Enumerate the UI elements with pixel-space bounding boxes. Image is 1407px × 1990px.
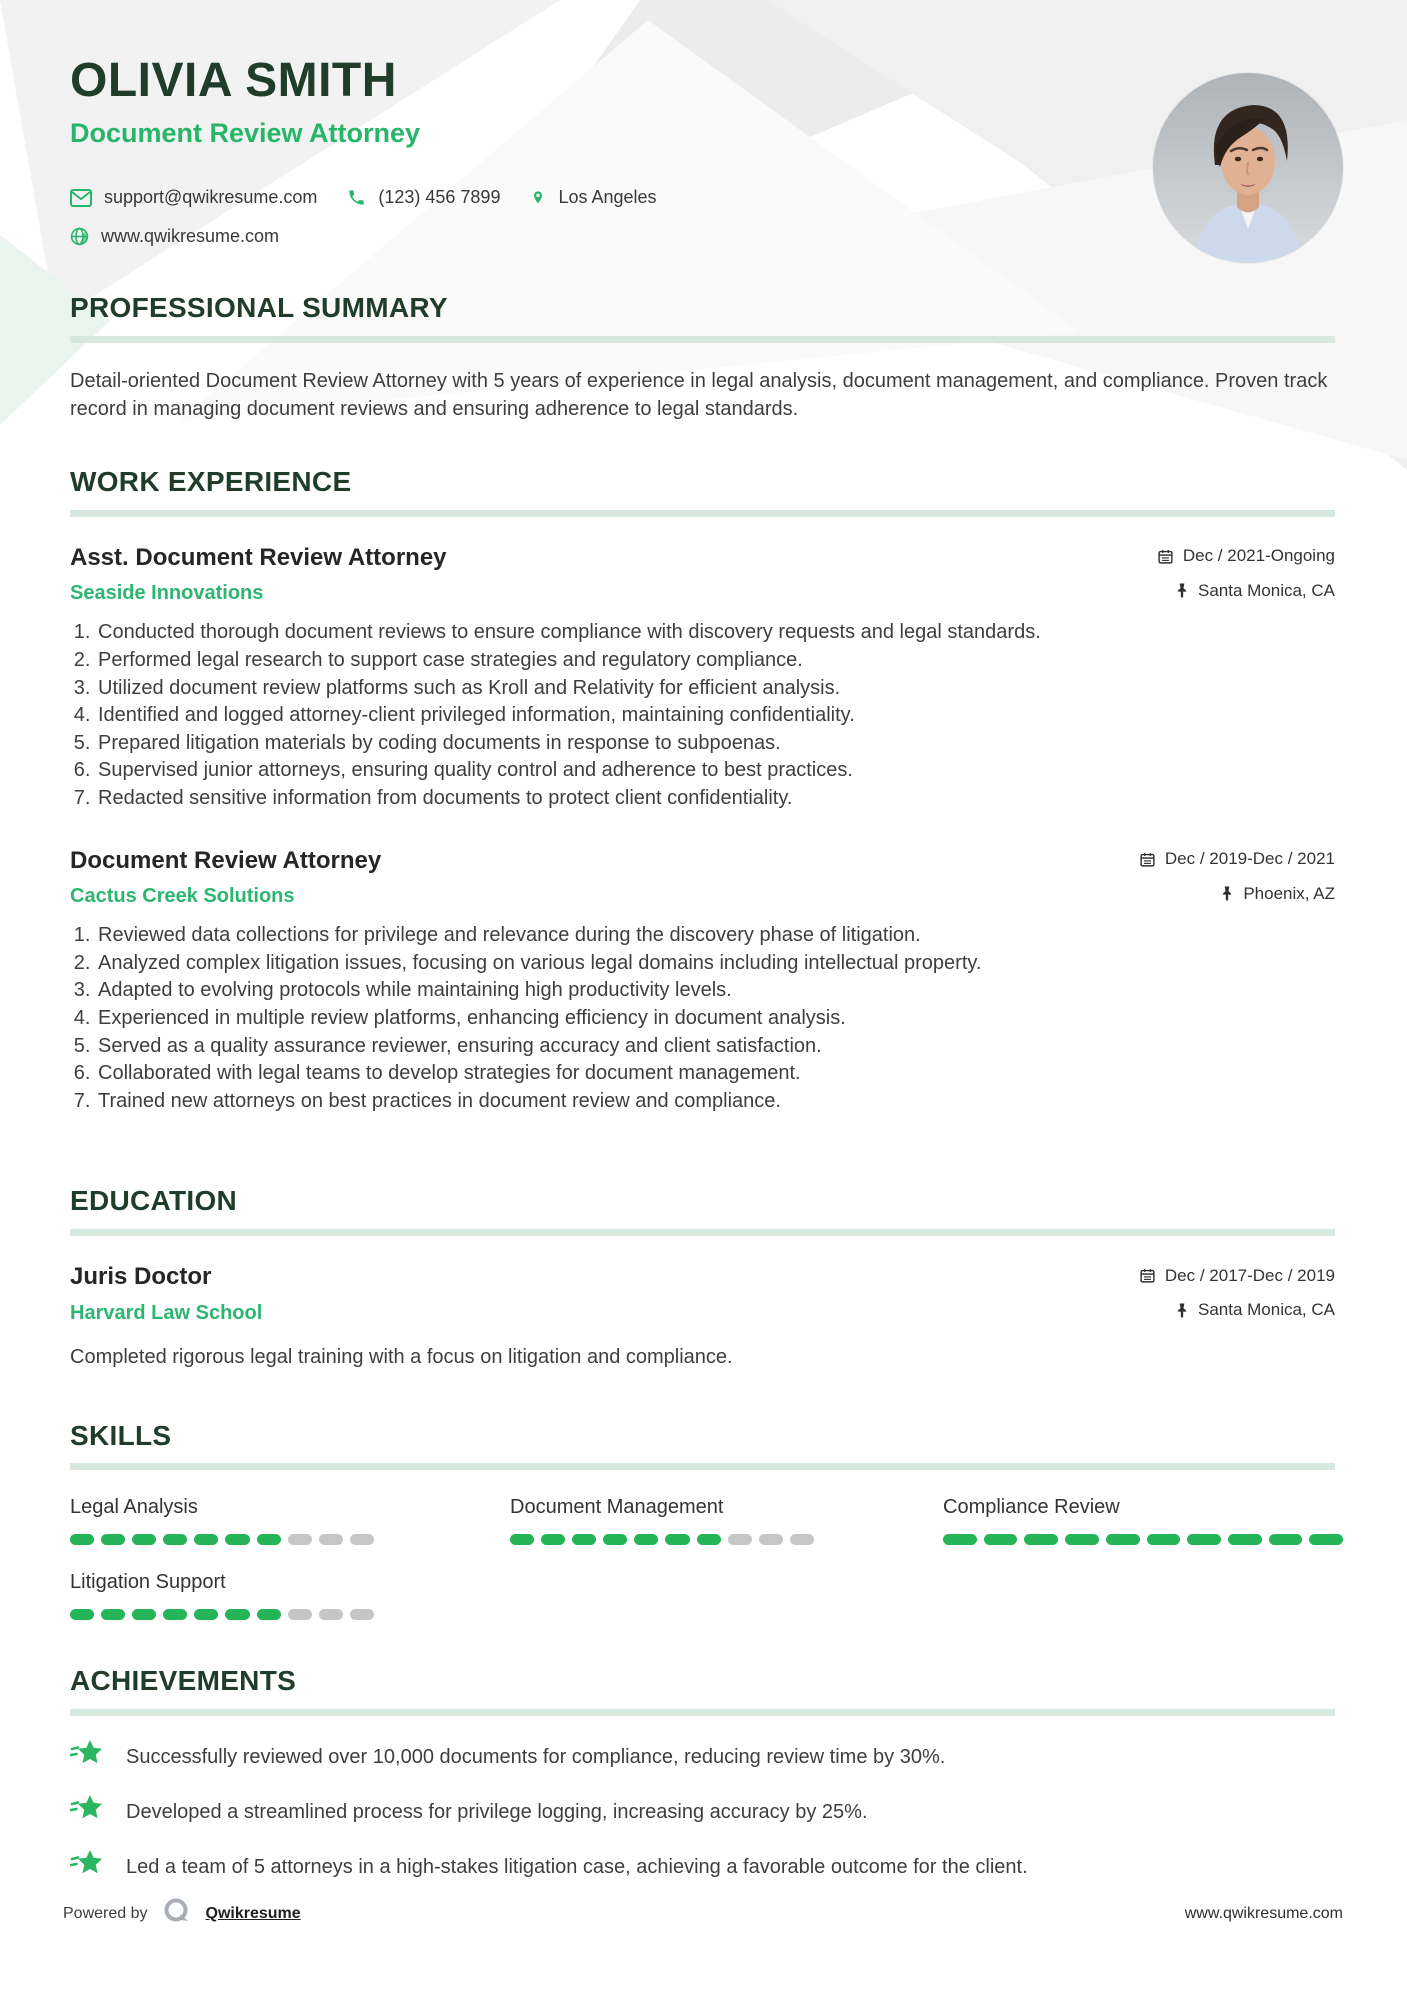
- skill-pill: [1187, 1534, 1221, 1545]
- portrait-illustration: [1153, 73, 1343, 263]
- job-entry: [70, 543, 1335, 812]
- section-rule: [70, 336, 1335, 343]
- summary-text: Detail-oriented Document Review Attorney with 5 years of experience in legal analysis, document management, and compliance. Proven track record in managing document reviews and ensuring adherence to legal standards.: [70, 370, 1328, 421]
- education-entry: [70, 1262, 1335, 1371]
- achievement-item: [70, 1742, 1335, 1777]
- calendar-icon: [1139, 1267, 1156, 1284]
- pushpin-icon: [1175, 582, 1189, 599]
- star-icon: [70, 1797, 106, 1832]
- job-title: Asst. Document Review Attorney: [70, 543, 447, 571]
- skill-label: Document Management: [510, 1496, 724, 1519]
- skill-pill: [572, 1534, 596, 1545]
- powered-by-label: Powered by: [63, 1904, 148, 1922]
- job-bullet: 3. Adapted to evolving protocols while maintaining high productivity levels.: [96, 977, 1335, 1004]
- job-bullet: 6. Collaborated with legal teams to develop strategies for document management.: [96, 1060, 1335, 1087]
- website-row: [70, 226, 1335, 247]
- job-bullet: 1. Conducted thorough document reviews to ensure compliance with discovery requests and legal standards.: [96, 619, 1335, 646]
- job-location-text: Phoenix, AZ: [1243, 883, 1335, 903]
- section-heading: SKILLS: [70, 1419, 172, 1451]
- footer-website: www.qwikresume.com: [1184, 1904, 1343, 1922]
- calendar-icon: [1157, 548, 1174, 565]
- skill-label: Legal Analysis: [70, 1496, 198, 1519]
- skill-pill: [790, 1534, 814, 1545]
- skill-level-bar: [943, 1534, 1343, 1545]
- job-location-text: Santa Monica, CA: [1197, 580, 1335, 600]
- job-bullet-list: [70, 922, 1335, 1114]
- section-skills: [70, 1421, 1335, 1621]
- education-dates-text: Dec / 2017-Dec / 2019: [1164, 1265, 1335, 1285]
- skill-pill: [257, 1609, 281, 1620]
- achievement-text: Successfully reviewed over 10,000 documents for compliance, reducing review time by 30%.: [126, 1746, 946, 1769]
- job-company: Seaside Innovations: [70, 582, 264, 605]
- section-work-experience: [70, 467, 1335, 1114]
- skill-pill: [984, 1534, 1018, 1545]
- education-location-text: Santa Monica, CA: [1197, 1300, 1335, 1320]
- skill-pill: [101, 1609, 125, 1620]
- skill-pill: [194, 1534, 218, 1545]
- education-dates: [1139, 1266, 1335, 1286]
- qwikresume-logo-icon: [162, 1896, 192, 1931]
- pushpin-icon: [1175, 1302, 1189, 1319]
- skill-label: Compliance Review: [943, 1496, 1120, 1519]
- skill-pill: [225, 1609, 249, 1620]
- skill-pill: [257, 1534, 281, 1545]
- skill-pill: [697, 1534, 721, 1545]
- skill-pill: [510, 1534, 534, 1545]
- job-dates-text: Dec / 2021-Ongoing: [1182, 546, 1335, 566]
- candidate-title: Document Review Attorney: [70, 118, 421, 149]
- education-location: [1175, 1300, 1335, 1320]
- skill-level-bar: [70, 1534, 374, 1545]
- skill-pill: [1228, 1534, 1262, 1545]
- skill-pill: [603, 1534, 627, 1545]
- skill-pill: [132, 1534, 156, 1545]
- skill-pill: [541, 1534, 565, 1545]
- job-bullet: 7. Redacted sensitive information from documents to protect client confidentiality.: [96, 785, 1335, 812]
- skill-level-bar: [510, 1534, 814, 1545]
- job-entry: [70, 846, 1335, 1115]
- skill: [70, 1571, 510, 1620]
- contact-location: [530, 187, 656, 208]
- skill-label: Litigation Support: [70, 1571, 226, 1594]
- footer: [63, 1896, 1343, 1931]
- qwikresume-link[interactable]: Qwikresume: [205, 1904, 301, 1922]
- skill-pill: [350, 1534, 374, 1545]
- skill-pill: [288, 1534, 312, 1545]
- profile-photo: [1153, 73, 1343, 263]
- job-bullet: 3. Utilized document review platforms such as Kroll and Relativity for efficient analysis.: [96, 675, 1335, 702]
- section-rule: [70, 1463, 1335, 1470]
- job-bullet: 7. Trained new attorneys on best practices in document review and compliance.: [96, 1088, 1335, 1115]
- skill-pill: [163, 1609, 187, 1620]
- achievement-item: [70, 1797, 1335, 1832]
- skill-pill: [1147, 1534, 1181, 1545]
- section-education: [70, 1186, 1335, 1370]
- skill-pill: [665, 1534, 689, 1545]
- skill-pill: [1106, 1534, 1140, 1545]
- section-heading: WORK EXPERIENCE: [70, 466, 352, 498]
- job-bullet: 2. Analyzed complex litigation issues, focusing on various legal domains including intellectual property.: [96, 950, 1335, 977]
- skill-pill: [943, 1534, 977, 1545]
- job-dates-text: Dec / 2019-Dec / 2021: [1164, 849, 1335, 869]
- website-text: www.qwikresume.com: [101, 226, 280, 247]
- section-rule: [70, 510, 1335, 517]
- contact-website: [70, 226, 279, 247]
- phone-icon: [347, 188, 366, 207]
- skill-pill: [225, 1534, 249, 1545]
- skill-pill: [728, 1534, 752, 1545]
- skill-pill: [70, 1609, 94, 1620]
- calendar-icon: [1139, 851, 1156, 868]
- job-title: Document Review Attorney: [70, 846, 382, 874]
- map-pin-icon: [530, 188, 546, 208]
- achievement-item: [70, 1852, 1335, 1887]
- contact-row: [70, 187, 1335, 208]
- section-professional-summary: [70, 293, 1335, 423]
- skill-pill: [1024, 1534, 1058, 1545]
- job-bullet: 4. Experienced in multiple review platforms, enhancing efficiency in document analysis.: [96, 1005, 1335, 1032]
- section-achievements: [70, 1666, 1335, 1887]
- job-company: Cactus Creek Solutions: [70, 885, 295, 908]
- section-rule: [70, 1709, 1335, 1716]
- job-dates: [1157, 546, 1335, 566]
- skill-pill: [1065, 1534, 1099, 1545]
- skill-level-bar: [70, 1609, 374, 1620]
- achievements-list: [70, 1742, 1335, 1887]
- job-location: [1175, 581, 1335, 601]
- section-heading: ACHIEVEMENTS: [70, 1665, 297, 1697]
- skill-pill: [759, 1534, 783, 1545]
- achievement-text: Developed a streamlined process for privilege logging, increasing accuracy by 25%.: [126, 1801, 868, 1824]
- skill: [70, 1496, 510, 1545]
- pushpin-icon: [1220, 885, 1234, 902]
- skill-pill: [70, 1534, 94, 1545]
- job-bullet: 2. Performed legal research to support case strategies and regulatory compliance.: [96, 647, 1335, 674]
- skill-pill: [634, 1534, 658, 1545]
- skill-pill: [163, 1534, 187, 1545]
- skills-grid: [70, 1496, 1335, 1620]
- globe-icon: [70, 227, 89, 246]
- skill-pill: [288, 1609, 312, 1620]
- school-name: Harvard Law School: [70, 1301, 263, 1324]
- star-icon: [70, 1742, 106, 1777]
- job-bullet: 4. Identified and logged attorney-client privileged information, maintaining confidentiality.: [96, 702, 1335, 729]
- star-icon: [70, 1852, 106, 1887]
- section-heading: PROFESSIONAL SUMMARY: [70, 292, 448, 324]
- contact-email: [70, 187, 317, 208]
- job-bullet-list: [70, 619, 1335, 811]
- skill-pill: [319, 1609, 343, 1620]
- footer-branding: [63, 1896, 301, 1931]
- phone-text: (123) 456 7899: [378, 187, 501, 208]
- achievement-text: Led a team of 5 attorneys in a high-stakes litigation case, achieving a favorable outcome for the client.: [126, 1856, 1028, 1879]
- skill-pill: [319, 1534, 343, 1545]
- job-location: [1220, 884, 1335, 904]
- job-dates: [1139, 849, 1335, 869]
- skill-pill: [1269, 1534, 1303, 1545]
- email-text: support@qwikresume.com: [104, 187, 318, 208]
- envelope-icon: [70, 189, 92, 207]
- section-heading: EDUCATION: [70, 1185, 238, 1217]
- candidate-name: OLIVIA SMITH: [70, 54, 397, 107]
- job-bullet: 5. Served as a quality assurance reviewer, ensuring accuracy and client satisfaction.: [96, 1033, 1335, 1060]
- skill-pill: [194, 1609, 218, 1620]
- job-bullet: 5. Prepared litigation materials by coding documents in response to subpoenas.: [96, 730, 1335, 757]
- skill: [510, 1496, 943, 1545]
- degree-title: Juris Doctor: [70, 1263, 212, 1291]
- skill-pill: [132, 1609, 156, 1620]
- job-bullet: 6. Supervised junior attorneys, ensuring quality control and adherence to best practices.: [96, 757, 1335, 784]
- education-description: Completed rigorous legal training with a focus on litigation and compliance.: [70, 1345, 733, 1368]
- job-bullet: 1. Reviewed data collections for privilege and relevance during the discovery phase of litigation.: [96, 922, 1335, 949]
- skill-pill: [1309, 1534, 1343, 1545]
- contact-phone: [347, 187, 500, 208]
- skill: [943, 1496, 1343, 1545]
- skill-pill: [101, 1534, 125, 1545]
- section-rule: [70, 1229, 1335, 1236]
- skill-pill: [350, 1609, 374, 1620]
- location-text: Los Angeles: [558, 187, 657, 208]
